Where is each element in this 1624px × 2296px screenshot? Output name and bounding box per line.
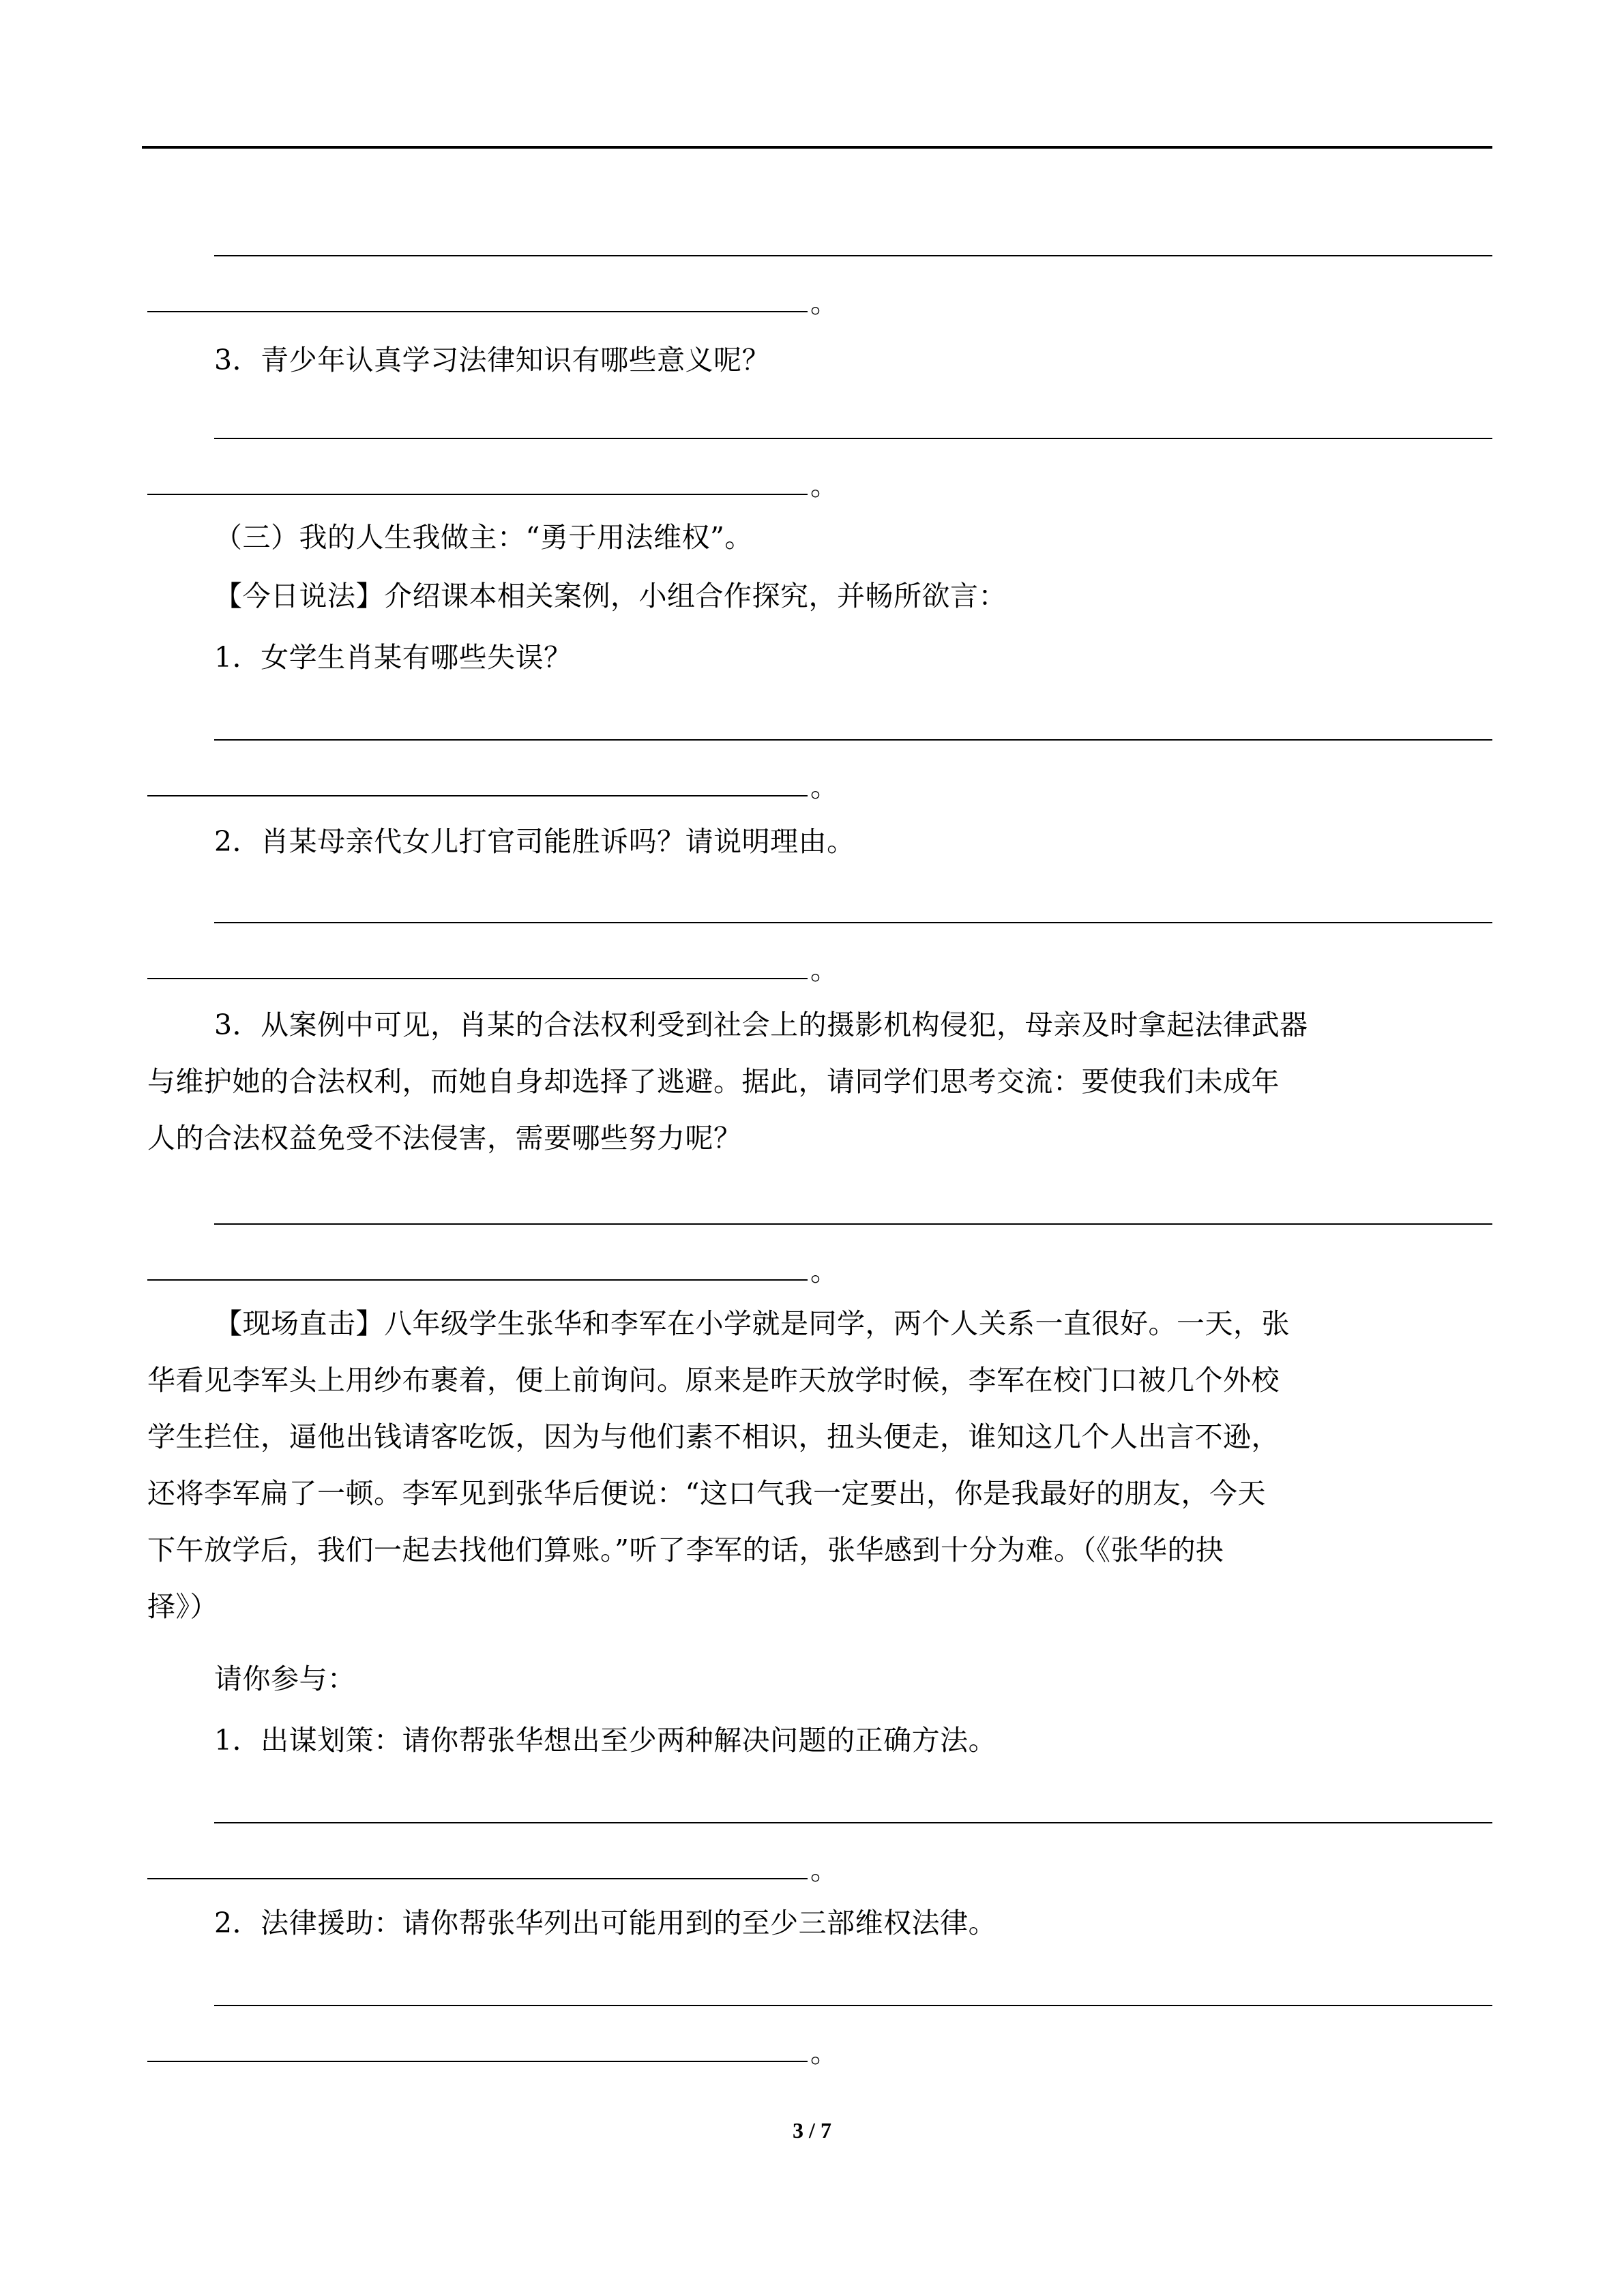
header-rule (142, 146, 1492, 149)
answer-line[interactable] (147, 795, 808, 796)
answer-line[interactable] (214, 255, 1492, 256)
answer-line[interactable] (214, 739, 1492, 741)
task-2: 2．法律援助：请你帮张华列出可能用到的至少三部维权法律。 (214, 1907, 997, 1939)
answer-line[interactable] (147, 1279, 808, 1281)
scene-paragraph-line: 【现场直击】八年级学生张华和李军在小学就是同学，两个人关系一直很好。一天，张 (214, 1307, 1290, 1340)
answer-line[interactable] (147, 494, 808, 495)
case-question-3-line: 与维护她的合法权利，而她自身却选择了逃避。据此，请同学们思考交流：要使我们未成年 (147, 1065, 1280, 1098)
answer-end-mark: 。 (810, 286, 838, 319)
scene-paragraph (147, 1296, 1290, 1635)
answer-line[interactable] (214, 922, 1492, 923)
case-question-3-line: 3．从案例中可见，肖某的合法权利受到社会上的摄影机构侵犯，母亲及时拿起法律武器 (214, 1009, 1308, 1041)
answer-line[interactable] (214, 2005, 1492, 2006)
case-question-3-line: 人的合法权益免受不法侵害，需要哪些努力呢？ (147, 1122, 742, 1154)
participate-label: 请你参与： (214, 1663, 356, 1695)
scene-paragraph-line: 学生拦住，逼他出钱请客吃饭，因为与他们素不相识，扭头便走，谁知这几个人出言不逊， (147, 1420, 1280, 1453)
answer-end-mark: 。 (810, 1255, 838, 1287)
scene-paragraph-line: 华看见李军头上用纱布裹着，便上前询问。原来是昨天放学时候，李军在校门口被几个外校 (147, 1364, 1280, 1397)
task-1: 1．出谋划策：请你帮张华想出至少两种解决问题的正确方法。 (214, 1724, 997, 1757)
answer-line[interactable] (147, 311, 808, 312)
case-question-3 (147, 997, 1308, 1167)
answer-line[interactable] (214, 1223, 1492, 1225)
answer-end-mark: 。 (810, 771, 838, 803)
answer-line[interactable] (147, 2061, 808, 2062)
case-question-1: 1．女学生肖某有哪些失误？ (214, 641, 572, 674)
answer-line[interactable] (147, 978, 808, 979)
answer-end-mark: 。 (810, 2036, 838, 2069)
today-law-intro: 【今日说法】介绍课本相关案例，小组合作探究，并畅所欲言： (214, 580, 1007, 612)
case-question-2: 2．肖某母亲代女儿打官司能胜诉吗？请说明理由。 (214, 825, 855, 858)
section-heading: （三）我的人生我做主：“勇于用法维权”。 (214, 521, 753, 554)
scene-paragraph-line: 下午放学后，我们一起去找他们算账。”听了李军的话，张华感到十分为难。（《张华的抉 (147, 1534, 1224, 1566)
answer-end-mark: 。 (810, 1853, 838, 1886)
answer-end-mark: 。 (810, 953, 838, 986)
answer-line[interactable] (147, 1878, 808, 1879)
answer-end-mark: 。 (810, 469, 838, 502)
answer-line[interactable] (214, 1822, 1492, 1823)
scene-paragraph-line: 择》） (147, 1590, 218, 1623)
scene-paragraph-line: 还将李军扁了一顿。李军见到张华后便说：“这口气我一定要出，你是我最好的朋友，今天 (147, 1477, 1266, 1510)
answer-line[interactable] (214, 438, 1492, 439)
question-3: 3．青少年认真学习法律知识有哪些意义呢？ (214, 344, 771, 376)
page-number: 3 / 7 (793, 2118, 831, 2143)
